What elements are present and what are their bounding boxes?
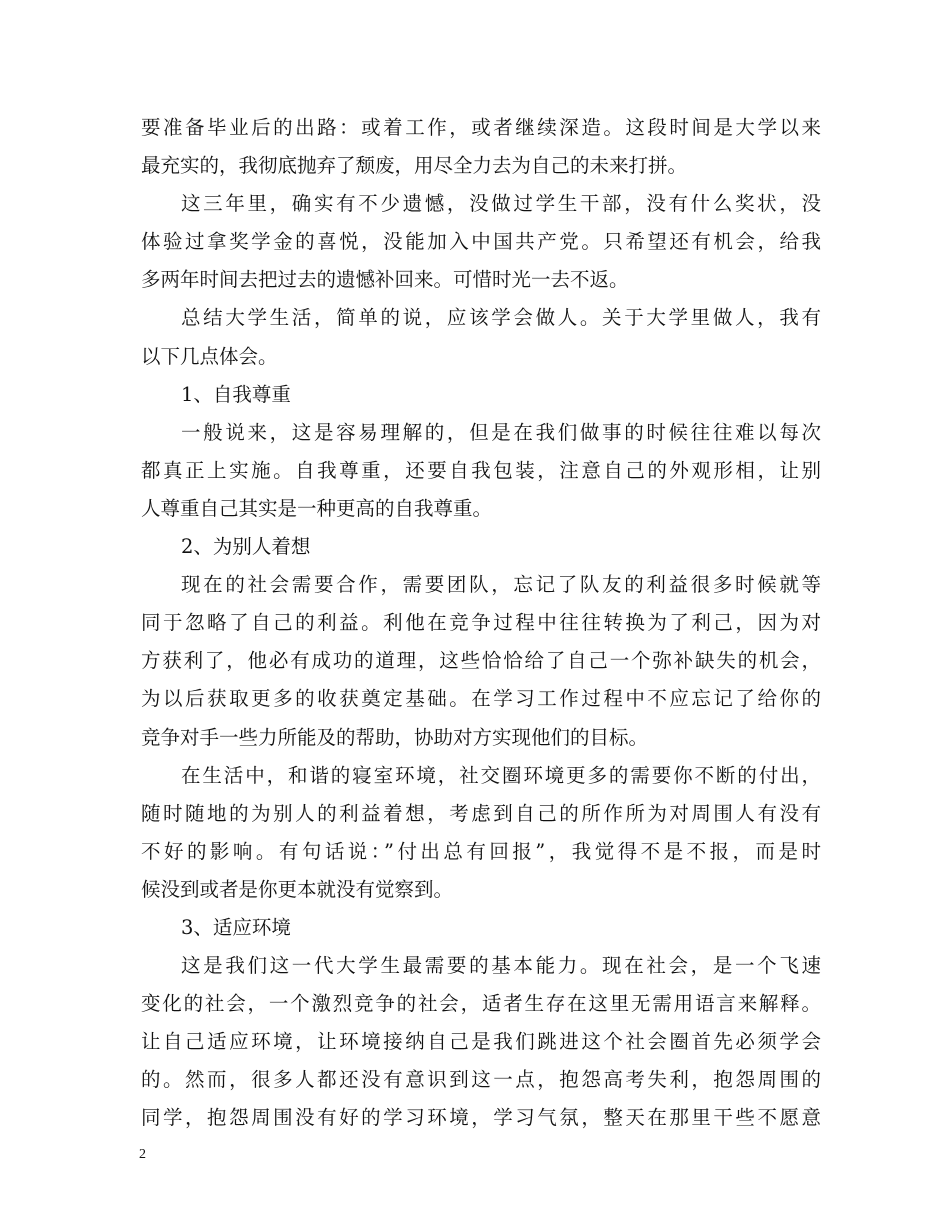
text-line: 都真正上实施。自我尊重，还要自我包装，注意自己的外观形相，让别	[141, 458, 821, 482]
text-line: 不好的影响。有句话说：”付出总有回报”，我觉得不是不报，而是时	[141, 839, 821, 863]
text-line: 多两年时间去把过去的遗憾补回来。可惜时光一去不返。	[141, 268, 629, 292]
text-line: 候没到或者是你更本就没有觉察到。	[141, 877, 454, 901]
paragraph-start-line: 这是我们这一代大学生最需要的基本能力。现在社会，是一个飞速	[181, 954, 821, 978]
section-heading: 1、自我尊重	[181, 382, 291, 406]
text-line: 竞争对手一些力所能及的帮助，协助对方实现他们的目标。	[141, 725, 649, 749]
paragraph-start-line: 在生活中，和谐的寝室环境，社交圈环境更多的需要你不断的付出，	[181, 763, 821, 787]
body-text	[141, 109, 821, 1138]
text-line: 体验过拿奖学金的喜悦，没能加入中国共产党。只希望还有机会，给我	[141, 230, 821, 254]
text-line: 为以后获取更多的收获奠定基础。在学习工作过程中不应忘记了给你的	[141, 687, 821, 711]
text-line: 的。然而，很多人都还没有意识到这一点，抱怨高考失利，抱怨周围的	[141, 1068, 821, 1092]
text-line: 随时随地的为别人的利益着想，考虑到自己的所作所为对周围人有没有	[141, 801, 821, 825]
paragraph-start-line: 这三年里，确实有不少遗憾，没做过学生干部，没有什么奖状，没	[181, 192, 821, 216]
text-line: 变化的社会，一个激烈竞争的社会，适者生存在这里无需用语言来解释。	[141, 992, 821, 1016]
text-line: 最充实的，我彻底抛弃了颓废，用尽全力去为自己的未来打拼。	[141, 154, 688, 178]
text-line: 方获利了，他必有成功的道理，这些恰恰给了自己一个弥补缺失的机会，	[141, 649, 821, 673]
page-number: 2	[139, 1147, 146, 1162]
section-heading: 2、为别人着想	[181, 535, 311, 559]
section-heading: 3、适应环境	[181, 915, 291, 939]
text-line: 同学，抱怨周围没有好的学习环境，学习气氛，整天在那里干些不愿意	[141, 1106, 821, 1130]
text-line: 人尊重自己其实是一种更高的自我尊重。	[141, 496, 493, 520]
text-line: 以下几点体会。	[141, 344, 278, 368]
text-line: 同于忽略了自己的利益。利他在竞争过程中往往转换为了利己，因为对	[141, 611, 821, 635]
paragraph-start-line: 总结大学生活，简单的说，应该学会做人。关于大学里做人，我有	[181, 306, 821, 330]
text-line: 让自己适应环境，让环境接纳自己是我们跳进这个社会圈首先必须学会	[141, 1030, 821, 1054]
text-line: 要准备毕业后的出路：或着工作，或者继续深造。这段时间是大学以来	[141, 116, 821, 139]
paragraph-start-line: 现在的社会需要合作，需要团队，忘记了队友的利益很多时候就等	[181, 573, 821, 597]
paragraph-start-line: 一般说来，这是容易理解的，但是在我们做事的时候往往难以每次	[181, 420, 821, 444]
